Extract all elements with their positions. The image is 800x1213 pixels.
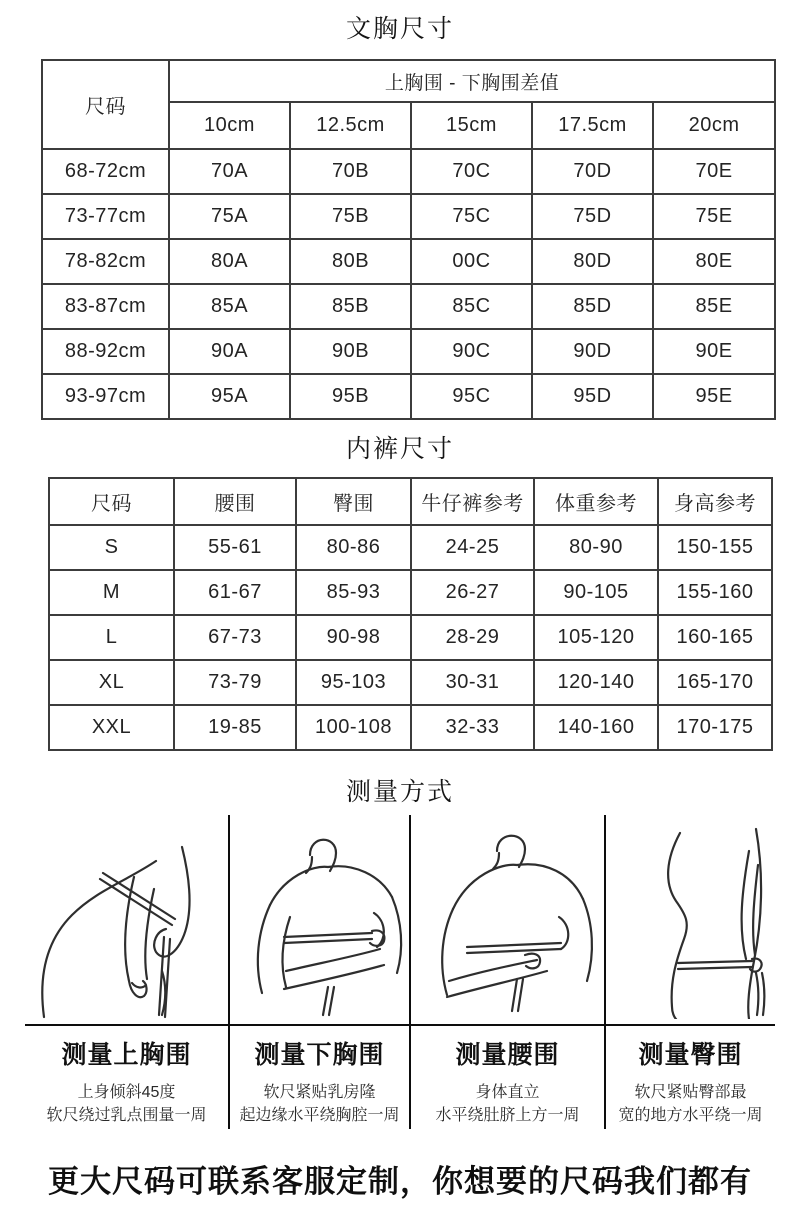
bra-cup-cell: 85A xyxy=(169,284,290,329)
panty-size-cell: XL xyxy=(49,660,174,705)
custom-size-note: 更大尺码可联系客服定制，你想要的尺码我们都有 xyxy=(48,1164,752,1199)
bra-size-cell: 83-87cm xyxy=(42,284,169,329)
panty-size-title: 内裤尺寸 xyxy=(345,435,454,463)
caption-title: 测量臀围 xyxy=(638,1041,743,1069)
panty-hip-cell: 90-98 xyxy=(296,615,411,660)
bra-cup-cell: 80D xyxy=(532,239,653,284)
table-row xyxy=(42,149,775,194)
bra-cup-cell: 75A xyxy=(169,194,290,239)
panty-weight-cell: 140-160 xyxy=(534,705,658,750)
table-row xyxy=(49,660,772,705)
caption-title: 测量上胸围 xyxy=(61,1041,192,1069)
panty-size-cell: L xyxy=(49,615,174,660)
measure-caption-upper-bust xyxy=(25,1027,228,1127)
panty-weight-cell: 120-140 xyxy=(534,660,658,705)
table-row xyxy=(42,194,775,239)
bra-col-header: 20cm xyxy=(653,102,775,149)
panty-jeans-cell: 30-31 xyxy=(411,660,534,705)
bra-cup-cell: 75C xyxy=(411,194,532,239)
measure-method-title: 测量方式 xyxy=(345,778,454,806)
caption-title: 测量腰围 xyxy=(455,1041,560,1069)
caption-line: 身体直立 xyxy=(475,1084,540,1101)
caption-line: 软尺紧贴臀部最 xyxy=(634,1084,747,1101)
bra-cup-cell: 85E xyxy=(653,284,775,329)
bra-cup-cell: 70D xyxy=(532,149,653,194)
table-row xyxy=(42,374,775,419)
panty-height-cell: 170-175 xyxy=(658,705,772,750)
bra-cup-cell: 70A xyxy=(169,149,290,194)
measure-under-bust-figure xyxy=(230,821,409,1019)
panty-waist-cell: 67-73 xyxy=(174,615,296,660)
bra-cup-cell: 95C xyxy=(411,374,532,419)
caption-line: 软尺紧贴乳房隆 xyxy=(263,1084,376,1101)
panty-height-cell: 155-160 xyxy=(658,570,772,615)
table-row xyxy=(49,478,772,525)
bra-size-cell: 93-97cm xyxy=(42,374,169,419)
table-row xyxy=(42,284,775,329)
caption-line: 起边缘水平绕胸腔一周 xyxy=(239,1107,400,1124)
bra-cup-cell: 75E xyxy=(653,194,775,239)
panty-waist-cell: 55-61 xyxy=(174,525,296,570)
panty-size-cell: S xyxy=(49,525,174,570)
bra-cup-cell: 75B xyxy=(290,194,411,239)
panty-waist-cell: 19-85 xyxy=(174,705,296,750)
bra-cup-cell: 80B xyxy=(290,239,411,284)
panty-weight-cell: 80-90 xyxy=(534,525,658,570)
caption-separator-line xyxy=(25,1024,775,1026)
measure-hip-figure xyxy=(606,821,800,1019)
bra-size-title: 文胸尺寸 xyxy=(345,15,454,43)
bra-size-cell: 78-82cm xyxy=(42,239,169,284)
table-row xyxy=(49,570,772,615)
caption-line: 软尺绕过乳点围量一周 xyxy=(46,1107,207,1124)
bra-cup-cell: 70B xyxy=(290,149,411,194)
bra-col-header: 10cm xyxy=(169,102,290,149)
bra-cup-cell: 80A xyxy=(169,239,290,284)
panty-weight-cell: 105-120 xyxy=(534,615,658,660)
bra-cup-cell: 80E xyxy=(653,239,775,284)
bra-size-cell: 68-72cm xyxy=(42,149,169,194)
caption-line: 水平绕肚脐上方一周 xyxy=(435,1107,580,1124)
caption-line: 上身倾斜45度 xyxy=(77,1084,176,1101)
caption-title: 测量下胸围 xyxy=(254,1041,385,1069)
panty-col-header: 牛仔裤参考 xyxy=(411,478,534,525)
table-row xyxy=(49,705,772,750)
panty-col-header: 臀围 xyxy=(296,478,411,525)
measure-upper-bust-figure xyxy=(0,821,228,1019)
panty-size-cell: M xyxy=(49,570,174,615)
bra-cup-cell: 70C xyxy=(411,149,532,194)
panty-jeans-cell: 26-27 xyxy=(411,570,534,615)
bra-cup-cell: 90D xyxy=(532,329,653,374)
bra-col-header: 15cm xyxy=(411,102,532,149)
table-row xyxy=(42,239,775,284)
panty-jeans-cell: 28-29 xyxy=(411,615,534,660)
panty-waist-cell: 61-67 xyxy=(174,570,296,615)
bra-cup-cell: 85B xyxy=(290,284,411,329)
bra-cup-cell: 95E xyxy=(653,374,775,419)
panty-size-cell: XXL xyxy=(49,705,174,750)
table-row xyxy=(49,525,772,570)
bra-size-cell: 88-92cm xyxy=(42,329,169,374)
measure-caption-under-bust xyxy=(230,1027,409,1127)
panty-height-cell: 165-170 xyxy=(658,660,772,705)
measure-method-section xyxy=(0,815,800,1129)
panty-jeans-cell: 32-33 xyxy=(411,705,534,750)
panty-weight-cell: 90-105 xyxy=(534,570,658,615)
bra-cup-cell: 90E xyxy=(653,329,775,374)
panty-col-header: 体重参考 xyxy=(534,478,658,525)
bra-cup-cell: 85C xyxy=(411,284,532,329)
bra-cup-cell: 95D xyxy=(532,374,653,419)
bra-span-header: 上胸围 - 下胸围差值 xyxy=(169,60,775,102)
bra-cup-cell: 70E xyxy=(653,149,775,194)
bra-corner-header: 尺码 xyxy=(42,60,169,149)
bra-cup-cell: 95A xyxy=(169,374,290,419)
bra-cup-cell: 90A xyxy=(169,329,290,374)
measure-caption-waist xyxy=(411,1027,604,1127)
panty-height-cell: 150-155 xyxy=(658,525,772,570)
panty-col-header: 尺码 xyxy=(49,478,174,525)
caption-line: 宽的地方水平绕一周 xyxy=(618,1107,763,1124)
table-row xyxy=(49,615,772,660)
bra-col-header: 12.5cm xyxy=(290,102,411,149)
panty-jeans-cell: 24-25 xyxy=(411,525,534,570)
bra-cup-cell: 95B xyxy=(290,374,411,419)
bra-cup-cell: 00C xyxy=(411,239,532,284)
panty-waist-cell: 73-79 xyxy=(174,660,296,705)
panty-height-cell: 160-165 xyxy=(658,615,772,660)
panty-col-header: 身高参考 xyxy=(658,478,772,525)
bra-size-cell: 73-77cm xyxy=(42,194,169,239)
bra-cup-cell: 90C xyxy=(411,329,532,374)
table-row xyxy=(42,329,775,374)
panty-hip-cell: 95-103 xyxy=(296,660,411,705)
panty-hip-cell: 80-86 xyxy=(296,525,411,570)
bra-cup-cell: 90B xyxy=(290,329,411,374)
panty-hip-cell: 85-93 xyxy=(296,570,411,615)
panty-size-table xyxy=(48,477,773,751)
bra-cup-cell: 85D xyxy=(532,284,653,329)
bra-cup-cell: 75D xyxy=(532,194,653,239)
measure-caption-hip xyxy=(606,1027,775,1127)
panty-hip-cell: 100-108 xyxy=(296,705,411,750)
panty-col-header: 腰围 xyxy=(174,478,296,525)
bra-col-header: 17.5cm xyxy=(532,102,653,149)
bra-size-table xyxy=(41,59,776,420)
table-row xyxy=(42,60,775,102)
measure-waist-figure xyxy=(411,821,604,1019)
